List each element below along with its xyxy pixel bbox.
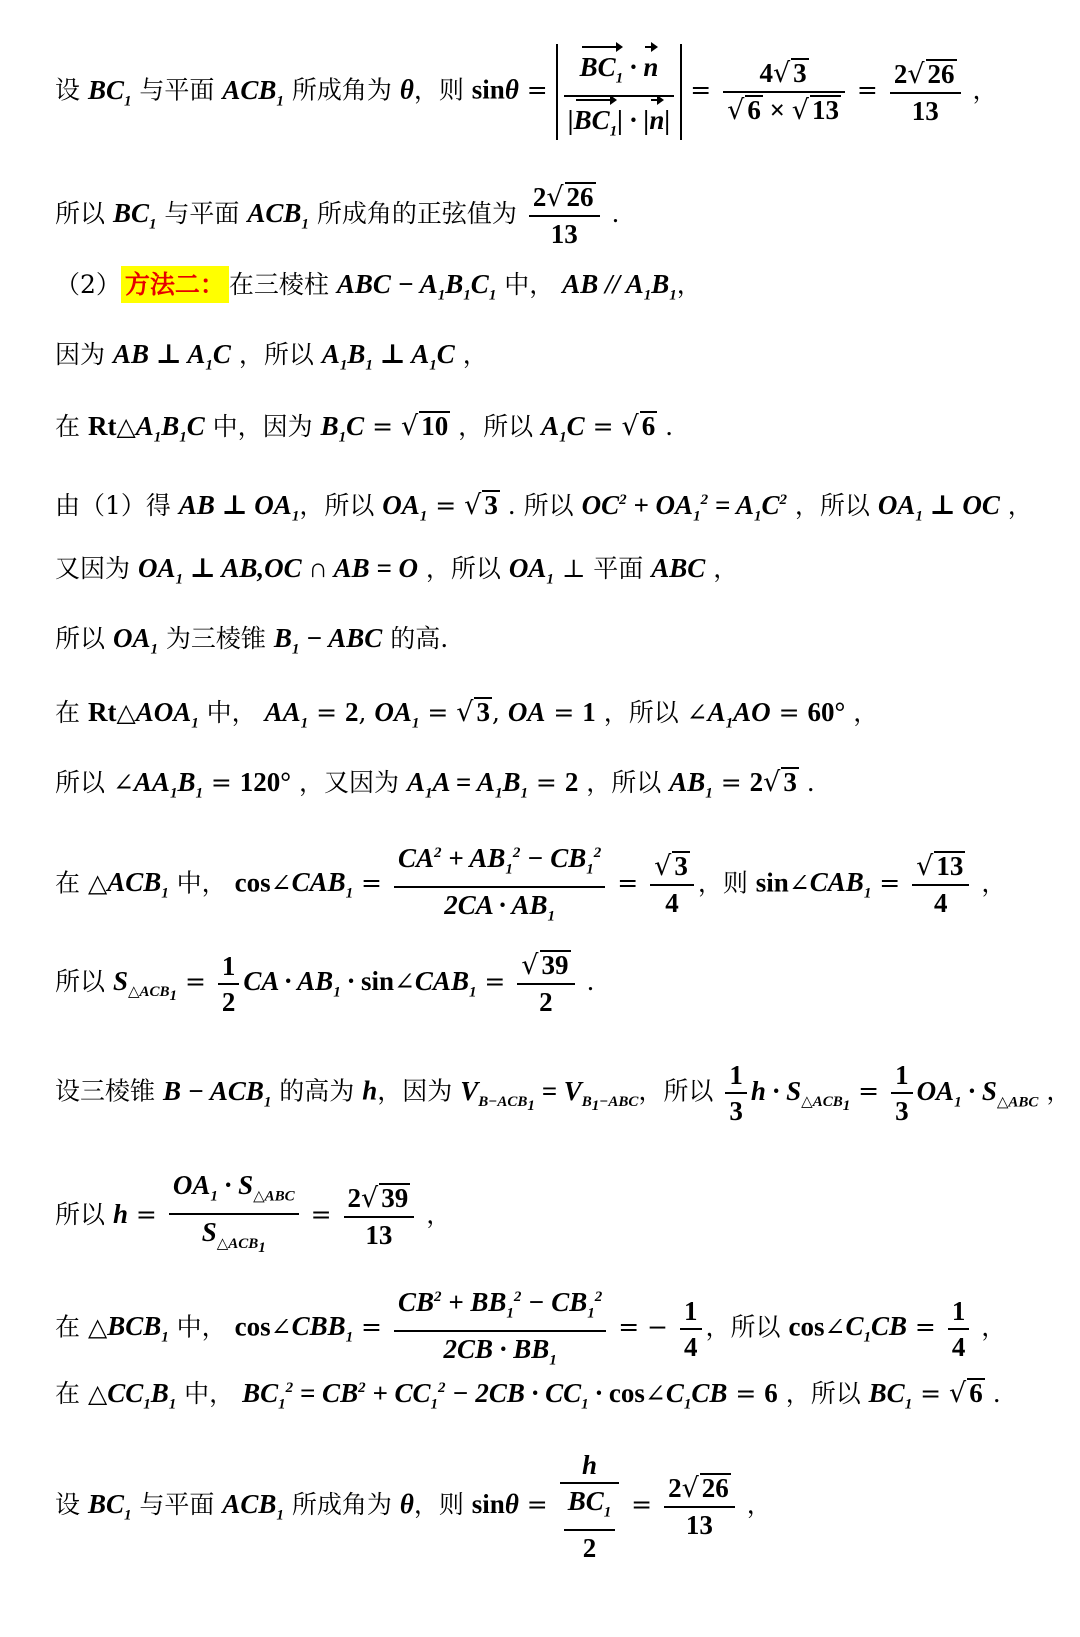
solution-line-13: 设三棱锥 $B - ACB_1$ 的高为 h，因为 $V_{B-ACB_1} = V_{B_1-ABC}$，所以 $\frac{1}{3}$ $h \cdot S_{\triangle ACB_1}$ = $\frac{1}{3}$ $OA_1 \cdot S_{\triangle ABC}$ ， xyxy=(55,1060,1072,1126)
solution-line-3: （2） 方法二： 在三棱柱 ABC − $A_1B_1C_1$ 中， AB // $A_1B_1$， xyxy=(55,268,702,311)
solution-line-1: 设 $BC_1$ 与平面 $ACB_1$ 所成角为 θ，则 sinθ = $\frac{BC_1 \cdot n}{|BC_1| \cdot |n|}$ = $\frac{4√ 3}{√ 6 \times √ 13}$ = $\frac{2√ 26}{13}$ ， xyxy=(55,44,998,140)
solution-line-14: 所以 h = $\frac{OA_1 \cdot S_{\triangle ABC}}{S_{\triangle ACB_1}}$ = $\frac{2√ 39}{13}$ ， xyxy=(55,1170,452,1256)
solution-line-6: 由（1）得 AB ⊥ $OA_1$，所以 $OA_1$ = √ 3 . 所以 $OC^2 + OA_1^2 = A_1C^2$ ，所以 $OA_1$ ⊥ OC ， xyxy=(55,490,1033,525)
solution-line-16: 在 $\triangle CC_1B_1$ 中， $BC_1^2 = CB^2 + CC_1^2 - 2CB \cdot CC_1$ · $\cos\angle C_1CB = 6$ ，所以 $BC_1$ = √ 6 . xyxy=(55,1378,1001,1413)
solution-line-10: 所以 $\angle AA_1B_1 = 120^\circ$ ，又因为 $A_1A = A_1B_1 = 2$ ，所以 $AB_1 = 2√$ 3 . xyxy=(55,767,815,802)
method-two-highlight: 方法二： xyxy=(121,266,229,303)
solution-line-7: 又因为 $OA_1$ ⊥ AB,OC ∩ AB = O ，所以 $OA_1$ ⊥ 平面 ABC ， xyxy=(55,553,739,588)
solution-line-8: 所以 $OA_1$ 为三棱锥 $B_1$ − ABC 的高. xyxy=(55,623,449,658)
solution-line-11: 在 $\triangle ACB_1$ 中， $\cos\angle CAB_1$ = $\frac{CA^2 + AB_1^2 - CB_1^2}{2CA \cdot AB_1}$ = $\frac{√ 3}{4}$ ，则 $\sin\angle CAB_1$ = $\frac{√ 13}{4}$ ， xyxy=(55,836,1006,934)
solution-line-9: 在 $Rt\triangle AOA_1$ 中， $AA_1 = 2$, $OA_1$ = √ 3, OA = 1 ，所以 $\angle A_1AO = 60^\circ$ ， xyxy=(55,697,879,732)
solution-line-15: 在 $\triangle BCB_1$ 中， $\cos\angle CBB_1$ = $\frac{CB^2 + BB_1^2 - CB_1^2}{2CB \cdot BB_1}$ = − $\frac{1}{4}$ ，所以 $\cos\angle C_1CB$ = $\frac{1}{4}$ ， xyxy=(55,1280,1006,1378)
solution-line-12: 所以 $S_{\triangle ACB_1}$ = $\frac{1}{2}$ CA · $AB_1$ · $\sin\angle CAB_1$ = $\frac{√ 39}{2}$ . xyxy=(55,950,595,1017)
solution-line-2: 所以 $BC_1$ 与平面 $ACB_1$ 所成角的正弦值为 $\frac{2√ 26}{13}$ . xyxy=(55,182,620,249)
solution-line-17: 设 $BC_1$ 与平面 $ACB_1$ 所成角为 θ，则 sinθ = $\frac{h}{\frac{BC_1}{2}}$ = $\frac{2√ 26}{13}$ ， xyxy=(55,1450,772,1564)
solution-line-5: 在 $Rt\triangle A_1B_1C$ 中，因为 $B_1C$ = √ 10 ，所以 $A_1C$ = √ 6 . xyxy=(55,411,674,446)
solution-line-4: 因为 AB ⊥ $A_1C$ ，所以 $A_1B_1$ ⊥ $A_1C$ ， xyxy=(55,339,488,374)
